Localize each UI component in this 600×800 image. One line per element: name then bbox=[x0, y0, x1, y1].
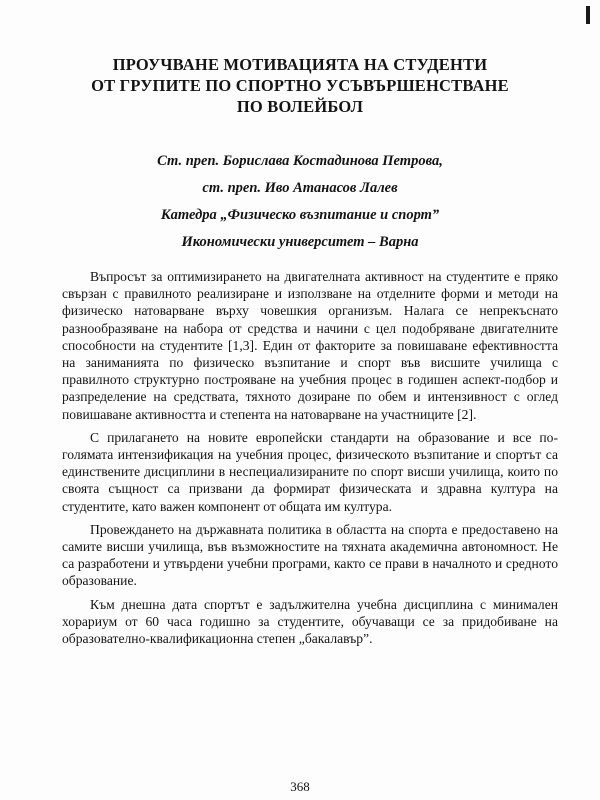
title-line-2: ОТ ГРУПИТЕ ПО СПОРТНО УСЪВЪРШЕНСТВАНЕ bbox=[91, 76, 509, 95]
article-title bbox=[40, 54, 560, 117]
paragraph-3: Провеждането на държавната политика в областта на спорта е предоставено на самите висши училища, във възможностите на тяхната академична автономност. Не са разработени и утвърдени учебни програми, както се прави в началното и средното образование. bbox=[62, 521, 558, 589]
paragraph-4: Към днешна дата спортът е задължителна учебна дисциплина с минимален хорариум от 60 часа годишно за студентите, обучаващи се за придобиване на образователно-квалификационна степен „бакалавър”. bbox=[62, 596, 558, 647]
department-line: Катедра „Физическо възпитание и спорт” bbox=[160, 207, 440, 223]
author-block bbox=[40, 148, 560, 256]
page-number: 368 bbox=[290, 779, 310, 794]
title-line-3: ПО ВОЛЕЙБОЛ bbox=[236, 97, 364, 116]
paragraph-1: Въпросът за оптимизирането на двигателната активност на студентите е пряко свързан с правилното реализиране и използване на отделните форми и методи на физическо натоварване върху човешкия организъм. Налага се непрекъснато разнообразяване на набора от средства и начини с цел подобряване двигателните способности на студентите [1,3]. Един от факторите за повишаване ефективността на заниманията по физическо възпитание и спорт във висшите училища с правилното структурно построяване на учебния процес в годишен аспект-подбор и разпределение на средствата, тяхното дозиране по обем и интензивност с оглед повишаване активността и степента на натоварване на участниците [2]. bbox=[62, 269, 558, 422]
paragraph-2: С прилагането на новите европейски стандарти на образование и все по-голямата интензификация на учебния процес, физическото възпитание и спортът са единствените дисциплини в неспециализираните по спорт висши училища, които по своята същност са призвани да формират физическата и здравна култура на студентите, като важен компонент от общата им култура. bbox=[62, 429, 558, 514]
title-line-1: ПРОУЧВАНЕ МОТИВАЦИЯТА НА СТУДЕНТИ bbox=[112, 55, 488, 74]
author-line-2: ст. преп. Иво Атанасов Лалев bbox=[202, 180, 398, 196]
university-line: Икономически университет – Варна bbox=[181, 234, 419, 250]
article-body bbox=[62, 268, 558, 653]
author-line-1: Ст. преп. Борислава Костадинова Петрова, bbox=[157, 153, 443, 169]
scan-edge-mark bbox=[586, 6, 590, 24]
